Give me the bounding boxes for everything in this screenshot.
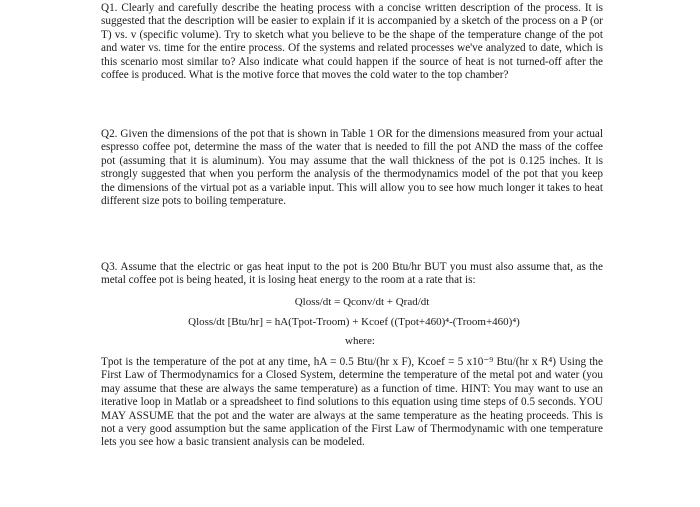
- question-3-body: Tpot is the temperature of the pot at any time, hA = 0.5 Btu/(hr x F), Kcoef = 5 x10⁻⁹ Btu/(hr x R⁴) Using the First Law of Thermodynamics for a Closed System, determine the temperature of the metal pot and water (you may assume that these are always the same temperature) as a function of time. HINT: You may want to use an iterative loop in Matlab or a spreadsheet to find solutions to this equation using time steps of 0.5 seconds. YOU MAY ASSUME that the pot and the water are always at the same temperature as the heating proceeds. This is not a very good assumption but the same application of the First Law of Thermodynamic with one temperature lets you see how a basic transient analysis can be modeled.: [101, 356, 603, 449]
- heat-loss-expanded-equation: Qloss/dt [Btu/hr] = hA(Tpot-Troom) + Kcoef ((Tpot+460)⁴-(Troom+460)⁴): [188, 316, 520, 328]
- where-label: where:: [345, 335, 375, 347]
- question-3-intro: Q3. Assume that the electric or gas heat input to the pot is 200 Btu/hr BUT you must also assume that, as the metal coffee pot is being heated, it is losing heat energy to the room at a rate that is:: [101, 261, 603, 287]
- question-2: Q2. Given the dimensions of the pot that is shown in Table 1 OR for the dimensions measured from your actual espresso coffee pot, determine the mass of the water that is needed to fill the pot AND the mass of the coffee pot (assuming that it is aluminum). You may assume that the wall thickness of the pot is 0.125 inches. It is strongly suggested that when you perform the analysis of the thermodynamics model of the pot that you keep the dimensions of the virtual pot as a variable input. This will allow you to see how much longer it takes to heat different size pots to boiling temperature.: [101, 128, 603, 208]
- heat-loss-equation: Qloss/dt = Qconv/dt + Qrad/dt: [294, 296, 430, 308]
- question-1: Q1. Clearly and carefully describe the heating process with a concise written description of the process. It is suggested that the description will be easier to explain if it is accompanied by a sketch of the process on a P (or T) vs. v (specific volume). Try to sketch what you believe to be the shape of the temperature change of the pot and water vs. time for the entire process. Of the systems and related processes we've analyzed to date, which is this scenario most similar to? Also indicate what could happen if the source of heat is not turned-off after the coffee is produced. What is the motive force that moves the cold water to the top chamber?: [101, 2, 603, 82]
